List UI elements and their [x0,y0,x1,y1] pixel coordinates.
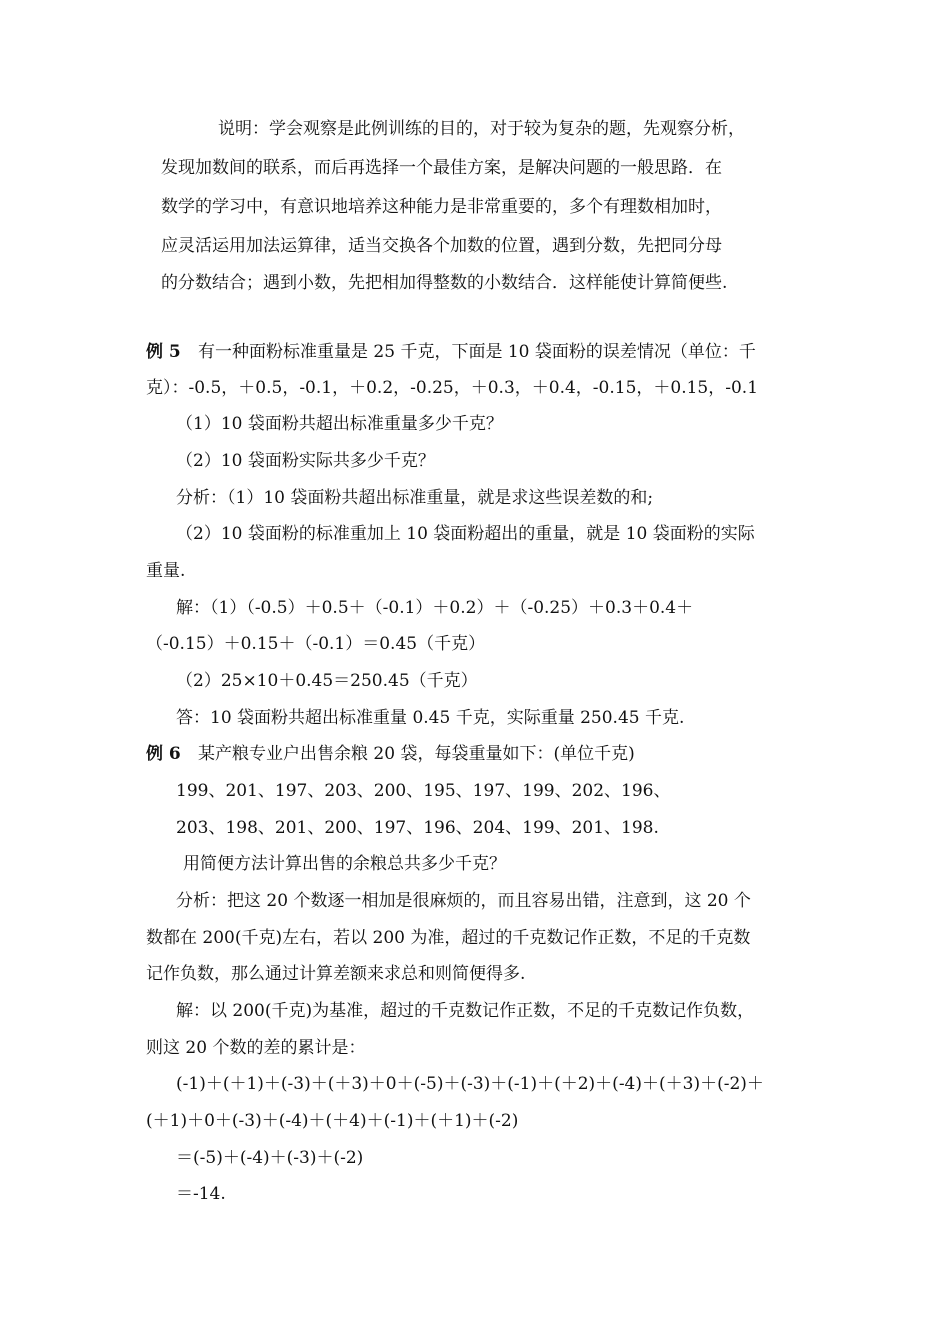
example-5-line-1: 有一种面粉标准重量是 25 千克，下面是 10 袋面粉的误差情况（单位：千 [198,342,756,362]
example-6-calc-2: (＋1)＋0＋(-3)＋(-4)＋(＋4)＋(-1)＋(＋1)＋(-2) [146,1111,519,1131]
example-5-analysis-2b: 重量. [146,561,186,581]
example-6-line-1: 某产粮专业户出售余粮 20 袋，每袋重量如下：(单位千克) [198,744,635,764]
example-6-calc-1: (-1)＋(＋1)＋(-3)＋(＋3)＋0＋(-5)＋(-3)＋(-1)＋(＋2)＋(-4)＋(＋3)＋(-2)＋ [176,1074,764,1094]
example-5-solution-1a: 解：（1）（-0.5）＋0.5＋（-0.1）＋0.2）＋（-0.25）＋0.3＋0.4＋ [176,598,694,618]
example-6-data-2: 203、198、201、200、197、196、204、199、201、198. [176,818,659,838]
example-6-solution-a: 解：以 200(千克)为基准，超过的千克数记作正数，不足的千克数记作负数， [176,1001,755,1021]
example-6-question: 用简便方法计算出售的余粮总共多少千克？ [183,854,506,874]
example-6-data-1: 199、201、197、203、200、195、197、199、202、196、 [176,781,671,801]
example-5-question-1: （1）10 袋面粉共超出标准重量多少千克？ [176,414,503,434]
note-line-3: 数学的学习中，有意识地培养这种能力是非常重要的，多个有理数相加时， [161,197,722,217]
example-5-answer: 答：10 袋面粉共超出标准重量 0.45 千克，实际重量 250.45 千克. [176,708,685,728]
example-5-analysis-2a: （2）10 袋面粉的标准重加上 10 袋面粉超出的重量，就是 10 袋面粉的实际 [176,524,755,544]
example-6-analysis-b: 数都在 200(千克)左右，若以 200 为准，超过的千克数记作正数，不足的千克数 [146,928,751,948]
note-line-1: 说明：学会观察是此例训练的目的，对于较为复杂的题，先观察分析， [218,119,745,139]
example-5-question-2: （2）10 袋面粉实际共多少千克？ [176,451,435,471]
example-6-calc-4: ＝-14. [176,1184,226,1204]
note-line-2: 发现加数间的联系，而后再选择一个最佳方案，是解决问题的一般思路．在 [161,158,722,178]
example-6-analysis-a: 分析：把这 20 个数逐一相加是很麻烦的，而且容易出错，注意到，这 20 个 [176,891,751,911]
note-line-5: 的分数结合；遇到小数，先把相加得整数的小数结合．这样能使计算简便些. [161,273,728,293]
example-5-solution-2: （2）25×10＋0.45＝250.45（千克） [176,671,478,691]
example-5-label: 例 5 [146,342,181,362]
example-6-label: 例 6 [146,744,181,764]
example-5-line-2: 克）：-0.5，＋0.5，-0.1，＋0.2，-0.25，＋0.3，＋0.4，-0.15，＋0.15，-0.1 [146,378,759,398]
example-5-solution-1b: （-0.15）＋0.15＋（-0.1）＝0.45（千克） [146,634,486,654]
note-line-4: 应灵活运用加法运算律，适当交换各个加数的位置，遇到分数，先把同分母 [161,236,722,256]
example-5-analysis-1: 分析：（1）10 袋面粉共超出标准重量，就是求这些误差数的和; [176,488,654,508]
example-6-analysis-c: 记作负数，那么通过计算差额来求总和则简便得多. [146,964,526,984]
example-6-solution-b: 则这 20 个数的差的累计是： [146,1038,366,1058]
example-6-calc-3: ＝(-5)＋(-4)＋(-3)＋(-2) [176,1148,364,1168]
